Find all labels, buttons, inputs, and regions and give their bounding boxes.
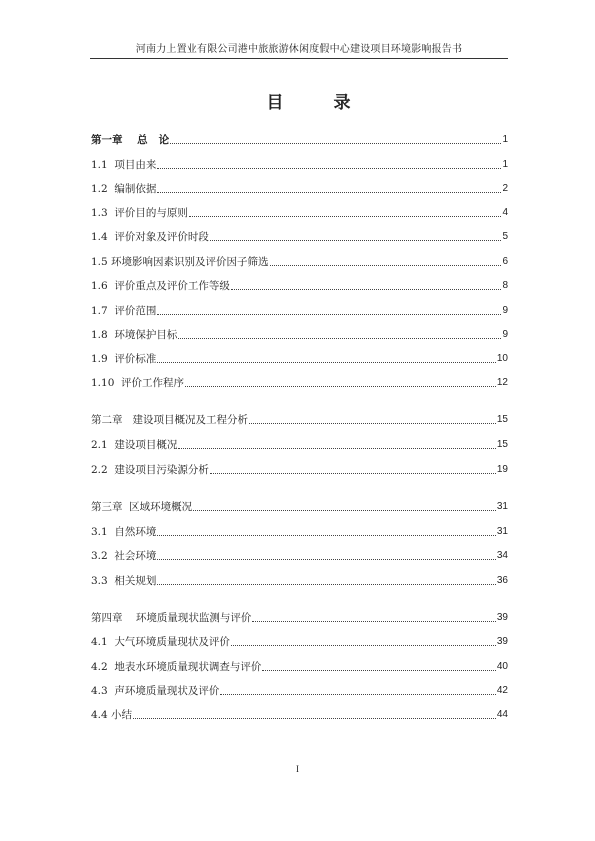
toc-entry-chapter-3[interactable] xyxy=(91,498,508,514)
toc-leader-dots xyxy=(262,669,496,671)
toc-entry-label: 4.4 小结 xyxy=(91,709,133,721)
toc-entry-label: 4.3 声环境质量现状及评价 xyxy=(91,685,220,697)
toc-leader-dots xyxy=(193,509,496,511)
toc-leader-dots xyxy=(231,288,502,290)
toc-leader-dots xyxy=(157,167,501,169)
toc-leader-dots xyxy=(210,239,502,241)
toc-entry-page: 19 xyxy=(496,464,508,475)
toc-leader-dots xyxy=(178,447,496,449)
toc-entry-page: 34 xyxy=(496,550,508,561)
page-number: I xyxy=(296,764,299,774)
toc-entry-page: 1 xyxy=(502,159,508,170)
toc-entry-1-6[interactable] xyxy=(91,277,508,293)
toc-entry-label: 1.5 环境影响因素识别及评价因子筛选 xyxy=(91,256,269,268)
toc-entry-page: 39 xyxy=(496,612,508,623)
toc-entry-2-2[interactable] xyxy=(91,461,508,477)
toc-entry-3-2[interactable] xyxy=(91,547,508,563)
toc-entry-4-4[interactable] xyxy=(91,706,508,722)
toc-leader-dots xyxy=(252,620,496,622)
toc-entry-page: 31 xyxy=(496,501,508,512)
toc-entry-label: 3.1 自然环境 xyxy=(91,526,157,538)
toc-entry-4-1[interactable] xyxy=(91,633,508,649)
toc-entry-label: 第三章 区域环境概况 xyxy=(91,501,193,513)
toc-entry-3-1[interactable] xyxy=(91,523,508,539)
toc-entry-1-1[interactable] xyxy=(91,156,508,172)
toc-entry-1-9[interactable] xyxy=(91,350,508,366)
toc-entry-page: 42 xyxy=(496,685,508,696)
toc-entry-label: 1.3 评价目的与原则 xyxy=(91,207,188,219)
toc-leader-dots xyxy=(270,264,502,266)
toc-entry-1-7[interactable] xyxy=(91,302,508,318)
toc-entry-page: 12 xyxy=(496,377,508,388)
toc-entry-page: 5 xyxy=(502,231,508,242)
toc-leader-dots xyxy=(157,191,501,193)
toc-entry-page: 8 xyxy=(502,280,508,291)
toc-entry-1-5[interactable] xyxy=(91,253,508,269)
toc-leader-dots xyxy=(231,644,496,646)
toc-entry-chapter-4[interactable] xyxy=(91,609,508,625)
toc-entry-page: 31 xyxy=(496,526,508,537)
toc-entry-page: 39 xyxy=(496,636,508,647)
toc-entry-3-3[interactable] xyxy=(91,572,508,588)
toc-leader-dots xyxy=(133,717,496,719)
toc-entry-label: 3.2 社会环境 xyxy=(91,550,157,562)
toc-entry-1-2[interactable] xyxy=(91,180,508,196)
toc-entry-label: 2.2 建设项目污染源分析 xyxy=(91,464,209,476)
toc-entry-page: 6 xyxy=(502,256,508,267)
toc-entry-1-4[interactable] xyxy=(91,228,508,244)
toc-leader-dots xyxy=(157,534,496,536)
toc-entry-label: 1.9 评价标准 xyxy=(91,353,157,365)
toc-entry-page: 1 xyxy=(502,134,508,145)
toc-leader-dots xyxy=(210,472,496,474)
toc-entry-1-10[interactable] xyxy=(91,374,508,390)
toc-entry-chapter-2[interactable] xyxy=(91,411,508,427)
toc-entry-2-1[interactable] xyxy=(91,436,508,452)
toc-leader-dots xyxy=(170,142,501,144)
toc-entry-label: 第一章 总 论 xyxy=(91,134,170,146)
toc-entry-4-2[interactable] xyxy=(91,658,508,674)
toc-entry-chapter-1[interactable] xyxy=(91,131,508,147)
toc-leader-dots xyxy=(157,361,496,363)
toc-entry-1-8[interactable] xyxy=(91,326,508,342)
header-title: 河南力上置业有限公司港中旅旅游休闲度假中心建设项目环境影响报告书 xyxy=(135,44,463,55)
toc-leader-dots xyxy=(185,385,496,387)
toc-entry-page: 15 xyxy=(496,414,508,425)
toc-entry-label: 第四章 环境质量现状监测与评价 xyxy=(91,612,252,624)
toc-entry-page: 4 xyxy=(502,207,508,218)
toc-entry-page: 10 xyxy=(496,353,508,364)
toc-entry-label: 1.1 项目由来 xyxy=(91,159,157,171)
toc-entry-label: 第二章 建设项目概况及工程分析 xyxy=(91,414,249,426)
toc-entry-page: 44 xyxy=(496,709,508,720)
toc-leader-dots xyxy=(178,337,501,339)
toc-entry-page: 15 xyxy=(496,439,508,450)
running-header xyxy=(90,40,508,59)
toc-entry-label: 1.4 评价对象及评价时段 xyxy=(91,231,209,243)
toc-leader-dots xyxy=(189,215,502,217)
toc-entry-label: 4.1 大气环境质量现状及评价 xyxy=(91,636,230,648)
toc-leader-dots xyxy=(249,422,496,424)
page-title: 目 录 xyxy=(266,93,373,113)
toc-entry-page: 9 xyxy=(502,305,508,316)
toc-leader-dots xyxy=(157,558,496,560)
toc-entry-page: 36 xyxy=(496,575,508,586)
toc-entry-label: 1.7 评价范围 xyxy=(91,305,157,317)
toc-entry-4-3[interactable] xyxy=(91,682,508,698)
toc-entry-label: 1.2 编制依据 xyxy=(91,183,157,195)
toc-entry-label: 3.3 相关规划 xyxy=(91,575,157,587)
toc-entry-page: 2 xyxy=(502,183,508,194)
toc-entry-page: 9 xyxy=(502,329,508,340)
toc-entry-label: 4.2 地表水环境质量现状调查与评价 xyxy=(91,661,262,673)
toc-leader-dots xyxy=(157,313,501,315)
toc-entry-label: 2.1 建设项目概况 xyxy=(91,439,178,451)
toc-entry-label: 1.10 评价工作程序 xyxy=(91,377,185,389)
toc-entry-page: 40 xyxy=(496,661,508,672)
toc-entry-1-3[interactable] xyxy=(91,204,508,220)
toc-entry-label: 1.8 环境保护目标 xyxy=(91,329,178,341)
toc-leader-dots xyxy=(220,693,496,695)
toc-entry-label: 1.6 评价重点及评价工作等级 xyxy=(91,280,230,292)
toc-leader-dots xyxy=(157,583,496,585)
